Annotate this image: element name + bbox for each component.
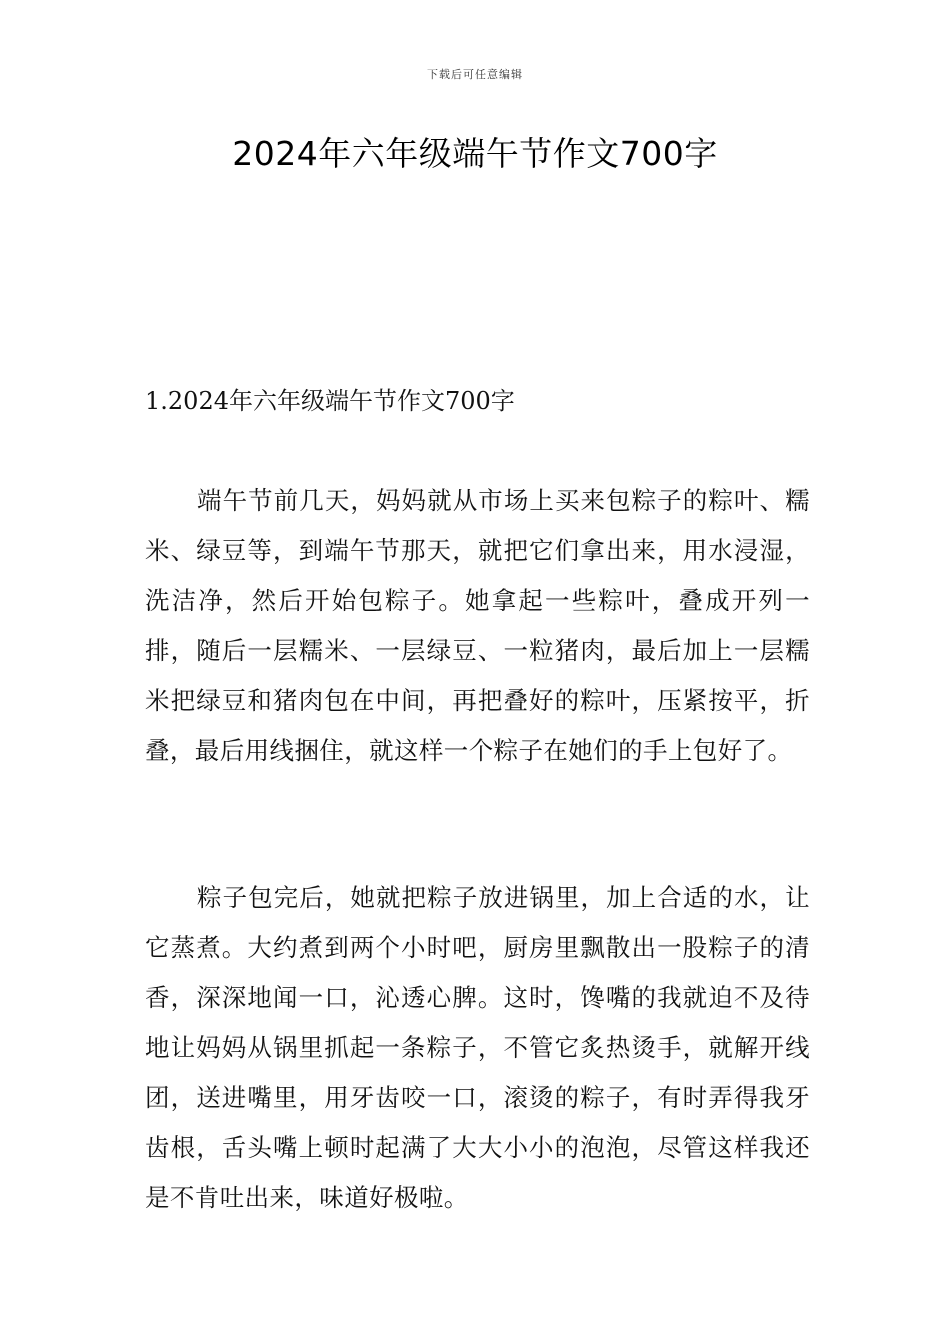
paragraph-2: 粽子包完后，她就把粽子放进锅里，加上合适的水，让它蒸煮。大约煮到两个小时吧，厨房里飘散出一股粽子的清香，深深地闻一口，沁透心脾。这时，馋嘴的我就迫不及待地让妈妈从锅里抓起一条粽子，不管它炙热烫手，就解开线团，送进嘴里，用牙齿咬一口，滚烫的粽子，有时弄得我牙齿根，舌头嘴上顿时起满了大大小小的泡泡，尽管这样我还是不肯吐出来，味道好极啦。 [145,883,810,1212]
document-title: 2024年六年级端午节作文700字 [232,134,718,173]
section-heading: 1.2024年六年级端午节作文700字 [145,387,515,415]
paragraph-1: 端午节前几天，妈妈就从市场上买来包粽子的粽叶、糯米、绿豆等，到端午节那天，就把它们拿出来，用水浸湿，洗洁净，然后开始包粽子。她拿起一些粽叶，叠成开列一排，随后一层糯米、一层绿豆、一粒猪肉，最后加上一层糯米把绿豆和猪肉包在中间，再把叠好的粽叶，压紧按平，折叠，最后用线捆住，就这样一个粽子在她们的手上包好了。 [145,486,810,765]
header-note: 下载后可任意编辑 [427,68,523,81]
